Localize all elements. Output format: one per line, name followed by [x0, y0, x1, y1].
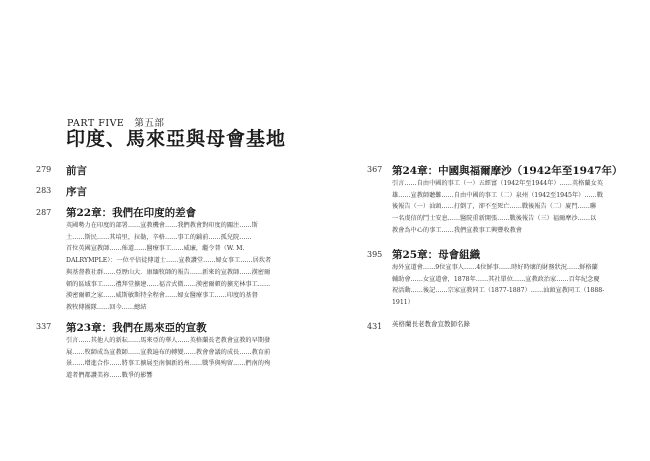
description-line: 首位英國宣教師……佈道……醫療事工……威廉，繼令普（W. M. — [66, 245, 245, 253]
page-number: 287 — [36, 208, 52, 217]
description-line: 頓的區域事工……禮拜堂擴建……福音式微……漢密爾頓的擴充林事工…… — [66, 280, 271, 288]
description-line: 後報告（一）汕頭……打倒了，卻不至死亡……戰後報告（二）廈門……聯 — [392, 203, 597, 211]
description-line: DALRYMPLE）：一位平信徒傳道士……宣教讚堂……婦女事工……居坎者 — [66, 257, 272, 265]
entry-title: 第24章：中國與福爾摩沙（1942年至1947年） — [392, 165, 623, 177]
description-line: 教牧傳團隊……回今……總結 — [66, 303, 147, 311]
description-line: 景……增進合作……將事工擴展至南個新的州……戰爭與殉留……捫南的殉 — [66, 360, 271, 368]
description-line: 教會為中心的事工……我們宣教事工興豐收教會 — [392, 226, 522, 234]
entry-title: 前言 — [66, 165, 87, 177]
page-number: 367 — [367, 165, 383, 174]
part-label: PART FIVE 第五部 — [67, 118, 165, 129]
description-line: 一名虔信的鬥士安息……醫院重新開張……戰後報告（三）福爾摩沙……以 — [392, 215, 597, 223]
page-number: 337 — [36, 322, 52, 331]
description-line: 祝活動……後記……宗家宣教同工（1877-1887）……汕頭宣教同工（1888- — [392, 287, 605, 295]
description-line: 雄……宣教師聽難……自由中國的事工（二）泉州（1942至1945年）……戰 — [392, 191, 603, 199]
entry-title: 序言 — [66, 186, 87, 198]
entry-description — [66, 220, 294, 314]
entry-description — [392, 178, 616, 237]
part-title: 印度、馬來亞與母會基地 — [66, 128, 287, 150]
page-number: 283 — [36, 186, 52, 195]
page-number: 279 — [36, 165, 52, 174]
entry-title: 英格蘭長老教會宣教師名錄 — [392, 320, 470, 328]
page-number: 431 — [367, 322, 383, 331]
entry-description — [392, 262, 616, 309]
description-line: 漢密爾頓之家……威斯敏斯特全程會……婦女醫療事工……印度的基督 — [66, 292, 258, 300]
description-line: 海外宣道會……9位宣事人……4位鮮事……時好時壞的財務狀況……鮮格蘭 — [392, 264, 598, 271]
description-line: 道者們都讚美祢……戰爭的影響 — [66, 372, 153, 380]
description-line: 引言……其他人的新耘……馬來亞的華人……英格蘭長老教會宣教的早期發 — [66, 337, 271, 344]
entry-title: 第22章：我們在印度的差會 — [66, 207, 197, 219]
description-line: 展……牧師成為宣教師……宣教遍布的轉變……教會會議的成長……教育前 — [66, 348, 271, 356]
page-number: 395 — [367, 250, 383, 259]
description-line: 1911） — [392, 299, 414, 307]
description-line: 輔助會……女宣道會，1878年……其社單位……宣教政治家……百年紀念慶 — [392, 275, 600, 283]
description-line: 與基督教社群……亞歷山大．康緬牧師的報告……新來的宣教師……漢密爾 — [66, 268, 271, 276]
entry-description — [66, 335, 294, 382]
description-line: 引言……自由中國的事工（一）五經富（1942年至1944年）……英格蘭女英 — [392, 180, 603, 187]
entry-title: 第25章：母會組織 — [392, 249, 481, 261]
description-line: 土……斯民……其培里，拉勒，辛格……事工的鋪前……孤兒院…… — [66, 233, 252, 241]
entry-title: 第23章：我們在馬來亞的宣教 — [66, 322, 207, 334]
description-line: 英國勢力在印度的部署……宣教機會……我們教會對印度的關注……斯 — [66, 222, 258, 229]
